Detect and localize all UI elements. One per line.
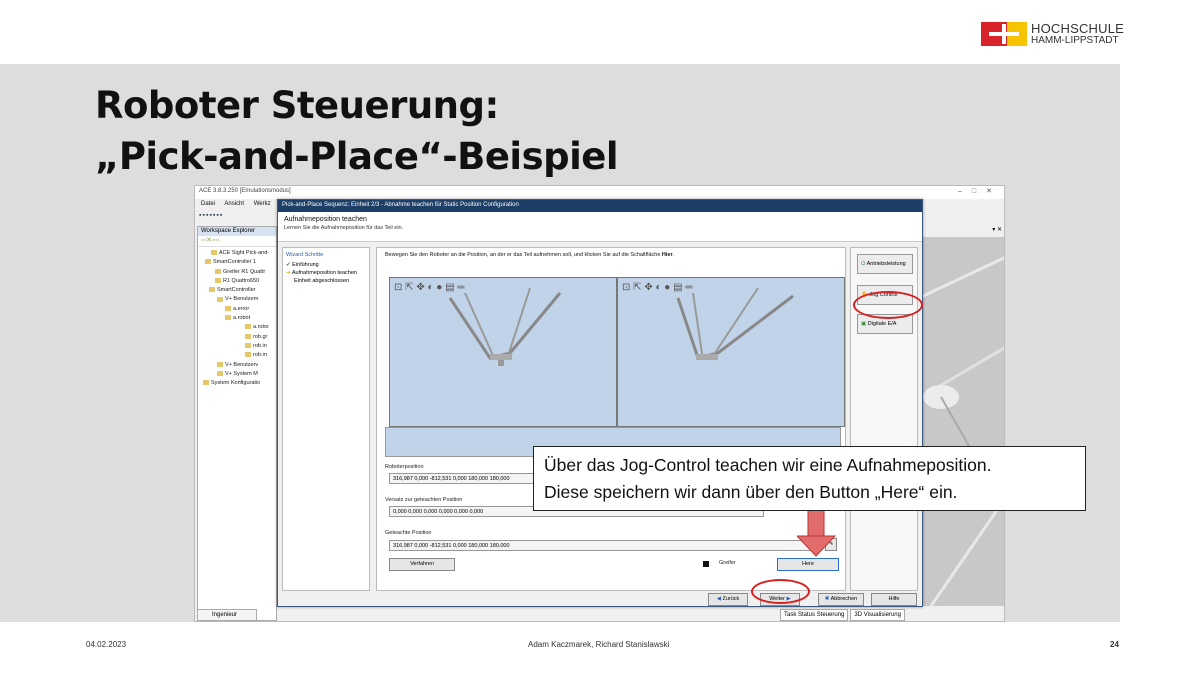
explanation-callout [533,446,1086,511]
title-line-2: „Pick-and-Place“-Beispiel [95,135,619,178]
footer-date: 04.02.2023 [86,640,127,649]
menu-ansicht[interactable]: Ansicht [224,201,245,207]
roboterposition-field[interactable]: 316,987 0,000 -812,531 0,000 180,000 180,000 [389,473,764,484]
ace-application-window [194,185,1005,622]
clear-icon[interactable]: ✎ [825,538,837,551]
wizard-navigation [278,593,922,607]
wizard-step[interactable]: ✔ Einführung [286,262,319,268]
check-icon: ✔ [286,262,291,268]
window-controls[interactable]: –□✕ [958,188,1002,195]
workspace-explorer [197,226,277,621]
geteacht-label: Geteachte Position [385,530,432,536]
role-indicator[interactable]: Ingenieur [197,609,257,621]
tree-item[interactable]: a.robot [201,314,273,323]
jog-control-highlight [853,291,923,319]
tree-item[interactable]: V+ System M [201,370,273,379]
slide-title [95,80,618,182]
tree-item[interactable]: rob.gr [201,333,273,342]
greifer-indicator-icon [703,561,709,567]
tree-item[interactable]: System Konfiguratio [201,379,273,388]
dialog-subheading: Lernen Sie die Aufnahmeposition für das Teil ein. [284,225,404,231]
explorer-toolbar[interactable]: ▫▫✕▫▫▫ [198,236,276,247]
robot-viewport-left[interactable] [389,277,617,427]
dialog-header [278,212,922,242]
wizard-steps-header: Wizard Schritte [286,252,324,258]
tree-item[interactable]: V+ Benutzerv [201,361,273,370]
jog-icon: ✋ [861,292,868,298]
tree-item[interactable]: SmartController [201,286,273,295]
chevron-right-icon: ▶ [786,596,791,602]
tree-item[interactable]: V+ Benutzern [201,295,273,304]
bottom-tabs [780,609,920,621]
digitale-ea-button[interactable]: ▣ Digitale E/A [857,314,913,334]
power-icon: ⏻ [861,261,866,267]
menu-datei[interactable]: Datei [201,201,216,207]
hshl-logo: HOCHSCHULE HAMM-LIPPSTADT [981,22,1121,48]
versatz-label: Versatz zur geteachten Position [385,497,463,503]
arrow-right-icon: ➜ [286,270,291,276]
antriebsleistung-button[interactable]: ⏻ Antriebsleistung [857,254,913,274]
tab-task-status[interactable]: Task Status Steuerung [780,609,848,621]
footer-page-number: 24 [1110,640,1119,649]
dialog-titlebar: Pick-and-Place Sequenz: Einheit 2/3 - Abnahme teachen für Static Position Configuration [278,200,922,212]
geteacht-field[interactable]: 316,987 0,000 -812,531 0,000 180,000 180,000 [389,540,819,551]
verfahren-button[interactable]: Verfahren [389,558,455,571]
footer-authors: Adam Kaczmarek, Richard Stanislawski [528,640,670,649]
tree-item[interactable]: a.robo [201,323,273,332]
next-button[interactable]: Weiter ▶ [760,593,800,606]
svg-text:⊡ ⇱ ✥ ◐ ● ▤ ═: ⊡ ⇱ ✥ ◐ ● ▤ ═ [394,282,465,293]
callout-line-2: Diese speichern wir dann über den Button „Here“ ein. [544,482,958,502]
tree-item[interactable]: Greifer R1 Quattr [201,268,273,277]
robot-viewport-right[interactable] [617,277,845,427]
app-titlebar: ACE 3.8.3.250 [Emulationsmodus] –□✕ [195,186,1005,199]
cancel-button[interactable]: ✖ Abbrechen [818,593,864,606]
wizard-step[interactable]: Einheit abgeschlossen [294,278,350,284]
greifer-label: Greifer [719,560,736,566]
arrow-down-icon [797,508,837,558]
3d-view-background [921,226,1005,606]
wizard-steps-panel [282,247,370,591]
callout-line-1: Über das Jog-Control teachen wir eine Aufnahmeposition. [544,455,992,475]
wizard-step-current[interactable]: ➜ Aufnahmeposition teachen [286,270,357,276]
roboterposition-label: Roboterposition [385,464,424,470]
workspace-explorer-header: Workspace Explorer [198,227,276,236]
title-line-1: Roboter Steuerung: [95,84,499,127]
tree-item[interactable]: ACE Sight Pick-and- [201,249,273,258]
tree-item[interactable]: a.error [201,305,273,314]
tree-item[interactable]: rob.in [201,342,273,351]
instruction-text: Bewegen Sie den Roboter an die Position, an der er das Teil aufnehmen soll, und klicken Sie auf die Schaltfläche Hier. [385,252,675,258]
tree-item[interactable]: SmartController 1 [201,258,273,267]
3d-view-controls[interactable]: ▾ ✕ [921,226,1005,237]
toolbar[interactable]: ▪▪▪▪▪▪▪ [199,212,224,219]
next-button-highlight [751,579,810,604]
back-button[interactable]: ◀ Zurück [708,593,748,606]
versatz-field[interactable]: 0,000 0,000 0,000 0,000 0,000 0,000 [389,506,764,517]
teach-content-panel [376,247,846,591]
chevron-left-icon: ◀ [716,596,721,602]
io-icon: ▣ [861,321,867,327]
tree-item[interactable]: R1 Quattro650 [201,277,273,286]
svg-text:⊡ ⇱ ✥ ◐ ● ▤ ═: ⊡ ⇱ ✥ ◐ ● ▤ ═ [622,282,693,293]
tab-3d-visualisierung[interactable]: 3D Visualisierung [850,609,905,621]
help-button[interactable]: Hilfe [871,593,917,606]
dialog-heading: Aufnahmeposition teachen [284,216,367,223]
here-button[interactable]: Here [777,558,839,571]
menu-werkzeuge[interactable]: Werkz [253,201,271,207]
workspace-tree [198,247,276,390]
close-icon: ✖ [824,596,830,602]
tree-item[interactable]: rob.m [201,351,273,360]
jog-control-button[interactable]: ✋ Jog Control [857,285,913,305]
